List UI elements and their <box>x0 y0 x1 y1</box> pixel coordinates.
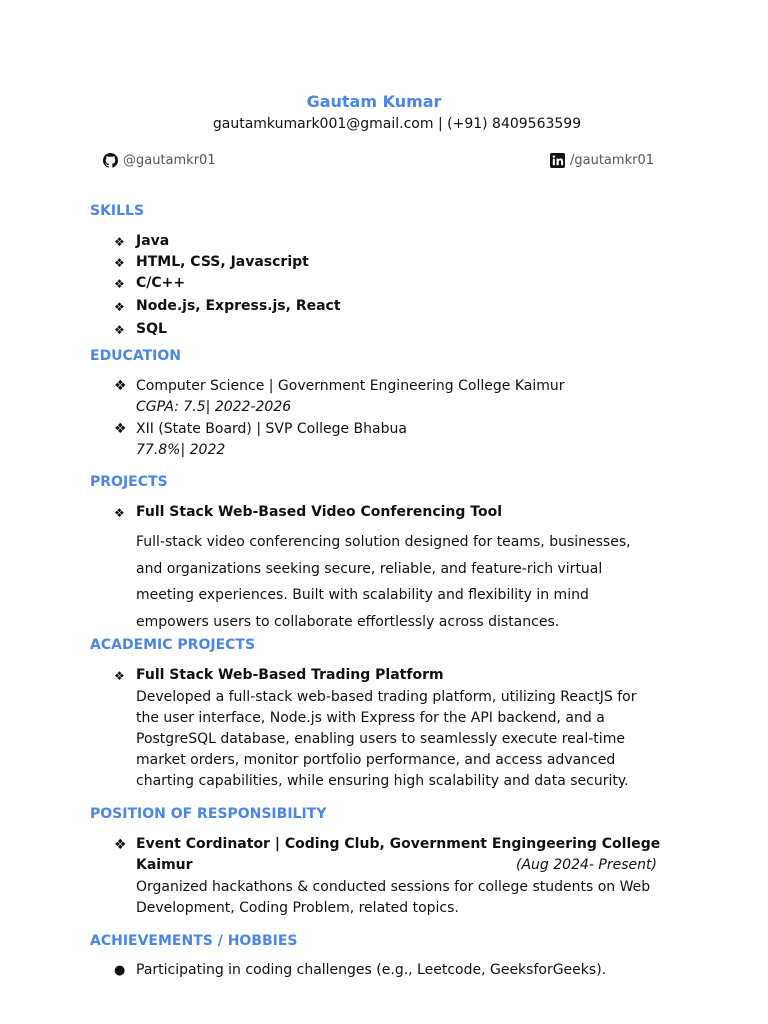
list-item <box>114 321 167 339</box>
diamond-bullet-icon: ❖ <box>114 300 125 314</box>
education-degree: Computer Science | Government Engineering College Kaimur <box>136 378 565 394</box>
achievements-heading: ACHIEVEMENTS / HOBBIES <box>90 933 298 949</box>
diamond-bullet-icon: ❖ <box>114 506 125 520</box>
github-link[interactable] <box>103 153 216 168</box>
contact-line: gautamkumark001@gmail.com | (+91) 8409563599 <box>212 116 582 132</box>
skill-item: HTML, CSS, Javascript <box>136 254 309 270</box>
github-handle: @gautamkr01 <box>123 153 216 168</box>
position-title: Event Cordinator | Coding Club, Government Engingeering College <box>136 836 661 852</box>
list-item <box>114 836 660 854</box>
linkedin-icon <box>550 153 565 168</box>
diamond-bullet-icon: ❖ <box>114 837 127 853</box>
description-line: and organizations seeking secure, reliable, and feature-rich virtual <box>136 560 603 577</box>
project-title: Full Stack Web-Based Trading Platform <box>136 667 444 683</box>
list-item <box>114 420 407 462</box>
diamond-bullet-icon: ❖ <box>114 669 125 683</box>
skill-item: Node.js, Express.js, React <box>136 298 341 314</box>
project-description <box>136 687 666 792</box>
resume-name: Gautam Kumar <box>306 92 442 111</box>
description-line: empowers users to collaborate effortlessly across distances. <box>136 613 560 630</box>
education-degree: XII (State Board) | SVP College Bhabua <box>136 421 407 437</box>
diamond-bullet-icon: ❖ <box>114 421 127 437</box>
description-line: Development, Coding Problem, related topics. <box>136 900 459 916</box>
education-detail: 77.8%| 2022 <box>136 442 226 458</box>
list-item <box>114 962 606 980</box>
description-line: market orders, monitor portfolio performance, and access advanced <box>136 752 616 768</box>
project-description <box>136 529 666 635</box>
cgpa-label: CGPA <box>136 399 175 415</box>
description-line: charting capabilities, while ensuring high scalability and data security. <box>136 773 629 789</box>
description-line: meeting experiences. Built with scalability and flexibility in mind <box>136 587 589 603</box>
list-item <box>114 275 185 293</box>
description-line: the user interface, Node.js with Express for the API backend, and a <box>136 710 605 726</box>
list-item <box>114 504 502 522</box>
linkedin-handle: /gautamkr01 <box>570 153 654 168</box>
github-icon <box>103 153 118 168</box>
diamond-bullet-icon: ❖ <box>114 256 125 270</box>
skills-heading: SKILLS <box>90 203 145 219</box>
position-description <box>136 877 666 919</box>
position-date: (Aug 2024- Present) <box>516 857 657 873</box>
description-line: PostgreSQL database, enabling users to seamlessly execute real-time <box>136 731 625 747</box>
diamond-bullet-icon: ❖ <box>114 277 125 291</box>
skill-item: C/C++ <box>136 275 186 291</box>
list-item <box>114 233 169 251</box>
linkedin-link[interactable] <box>550 153 654 168</box>
description-line: Developed a full-stack web-based trading platform, utilizing ReactJS for <box>136 689 637 705</box>
projects-heading: PROJECTS <box>90 474 168 490</box>
list-item <box>114 254 309 272</box>
academic-projects-heading: ACADEMIC PROJECTS <box>90 637 256 653</box>
education-detail <box>136 395 565 419</box>
project-title: Full Stack Web-Based Video Conferencing Tool <box>136 504 503 520</box>
cgpa-value: : 7.5| 2022-2026 <box>174 399 292 415</box>
diamond-bullet-icon: ❖ <box>114 378 127 394</box>
diamond-bullet-icon: ❖ <box>114 235 125 249</box>
diamond-bullet-icon: ❖ <box>114 323 125 337</box>
skill-item: Java <box>136 233 170 249</box>
list-item <box>114 667 444 685</box>
list-item <box>114 298 341 316</box>
responsibility-heading: POSITION OF RESPONSIBILITY <box>90 806 327 822</box>
skill-item: SQL <box>136 321 167 337</box>
list-item <box>114 377 565 419</box>
description-line: Full-stack video conferencing solution designed for teams, businesses, <box>136 534 631 550</box>
dot-bullet-icon: ● <box>114 963 126 978</box>
education-heading: EDUCATION <box>90 348 181 364</box>
achievement-item: Participating in coding challenges (e.g., Leetcode, GeeksforGeeks). <box>136 962 607 978</box>
position-title-cont: Kaimur <box>136 857 193 873</box>
description-line: Organized hackathons & conducted sessions for college students on Web <box>136 879 651 895</box>
